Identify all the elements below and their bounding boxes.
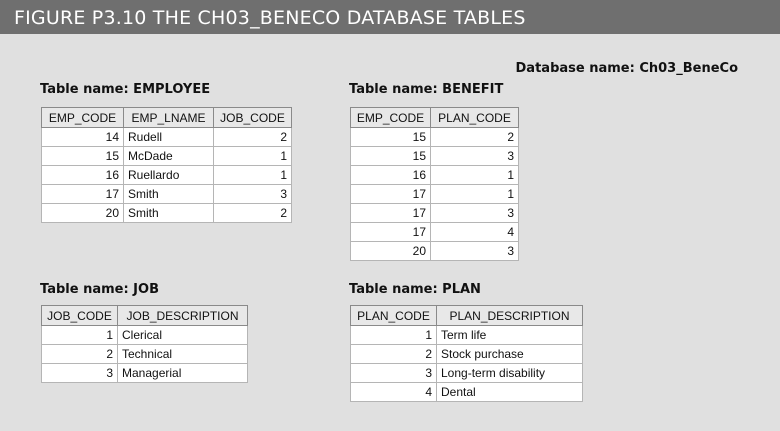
table-cell: 17 — [351, 204, 431, 223]
table-cell: 1 — [214, 147, 292, 166]
table-cell: 1 — [42, 326, 118, 345]
table-cell: 15 — [42, 147, 124, 166]
table-row — [351, 147, 519, 166]
table-cell: 2 — [42, 345, 118, 364]
table-cell: Long-term disability — [437, 364, 583, 383]
table-row — [351, 223, 519, 242]
table-cell: Technical — [118, 345, 248, 364]
table-cell: Managerial — [118, 364, 248, 383]
table-cell: McDade — [124, 147, 214, 166]
table-cell: 15 — [351, 128, 431, 147]
table-row — [42, 364, 248, 383]
table-row — [351, 345, 583, 364]
table-cell: 1 — [351, 326, 437, 345]
column-header: PLAN_CODE — [351, 306, 437, 326]
table-cell: 4 — [351, 383, 437, 402]
plan-table-title: Table name: PLAN — [349, 282, 481, 297]
table-cell: 1 — [431, 166, 519, 185]
table-row — [351, 383, 583, 402]
table-cell: 14 — [42, 128, 124, 147]
table-row — [42, 166, 292, 185]
table-row — [351, 185, 519, 204]
table-cell: 2 — [214, 204, 292, 223]
column-header: JOB_DESCRIPTION — [118, 306, 248, 326]
job-table-title: Table name: JOB — [40, 282, 159, 297]
employee-table-title: Table name: EMPLOYEE — [40, 82, 211, 97]
table-cell: Rudell — [124, 128, 214, 147]
table-cell: 15 — [351, 147, 431, 166]
table-row — [351, 166, 519, 185]
benefit-table — [350, 107, 519, 261]
table-row — [42, 204, 292, 223]
table-row — [351, 204, 519, 223]
table-cell: 3 — [42, 364, 118, 383]
table-cell: 16 — [351, 166, 431, 185]
table-cell: Ruellardo — [124, 166, 214, 185]
column-header: EMP_CODE — [351, 108, 431, 128]
table-cell: 2 — [214, 128, 292, 147]
figure-title: FIGURE P3.10 THE CH03_BENECO DATABASE TABLES — [0, 0, 780, 34]
table-cell: Clerical — [118, 326, 248, 345]
table-cell: 3 — [431, 204, 519, 223]
table-cell: 20 — [351, 242, 431, 261]
column-header: PLAN_DESCRIPTION — [437, 306, 583, 326]
employee-table — [41, 107, 292, 223]
table-cell: 20 — [42, 204, 124, 223]
table-row — [42, 185, 292, 204]
column-header: EMP_LNAME — [124, 108, 214, 128]
table-cell: 1 — [431, 185, 519, 204]
table-cell: 17 — [351, 185, 431, 204]
table-row — [351, 326, 583, 345]
database-name: Database name: Ch03_BeneCo — [515, 61, 738, 76]
table-cell: Term life — [437, 326, 583, 345]
table-row — [351, 242, 519, 261]
table-cell: 4 — [431, 223, 519, 242]
table-cell: 3 — [351, 364, 437, 383]
table-row — [351, 128, 519, 147]
table-cell: 3 — [431, 147, 519, 166]
table-cell: Smith — [124, 204, 214, 223]
table-cell: 2 — [431, 128, 519, 147]
column-header: JOB_CODE — [214, 108, 292, 128]
table-cell: 3 — [214, 185, 292, 204]
table-row — [42, 345, 248, 364]
table-cell: 1 — [214, 166, 292, 185]
table-cell: Stock purchase — [437, 345, 583, 364]
table-cell: 17 — [351, 223, 431, 242]
plan-table — [350, 305, 583, 402]
table-cell: 17 — [42, 185, 124, 204]
table-cell: Dental — [437, 383, 583, 402]
table-row — [42, 147, 292, 166]
benefit-table-title: Table name: BENEFIT — [349, 82, 504, 97]
table-cell: 2 — [351, 345, 437, 364]
column-header: PLAN_CODE — [431, 108, 519, 128]
table-row — [42, 128, 292, 147]
table-cell: Smith — [124, 185, 214, 204]
table-row — [42, 326, 248, 345]
column-header: EMP_CODE — [42, 108, 124, 128]
job-table — [41, 305, 248, 383]
table-cell: 16 — [42, 166, 124, 185]
column-header: JOB_CODE — [42, 306, 118, 326]
table-row — [351, 364, 583, 383]
table-cell: 3 — [431, 242, 519, 261]
